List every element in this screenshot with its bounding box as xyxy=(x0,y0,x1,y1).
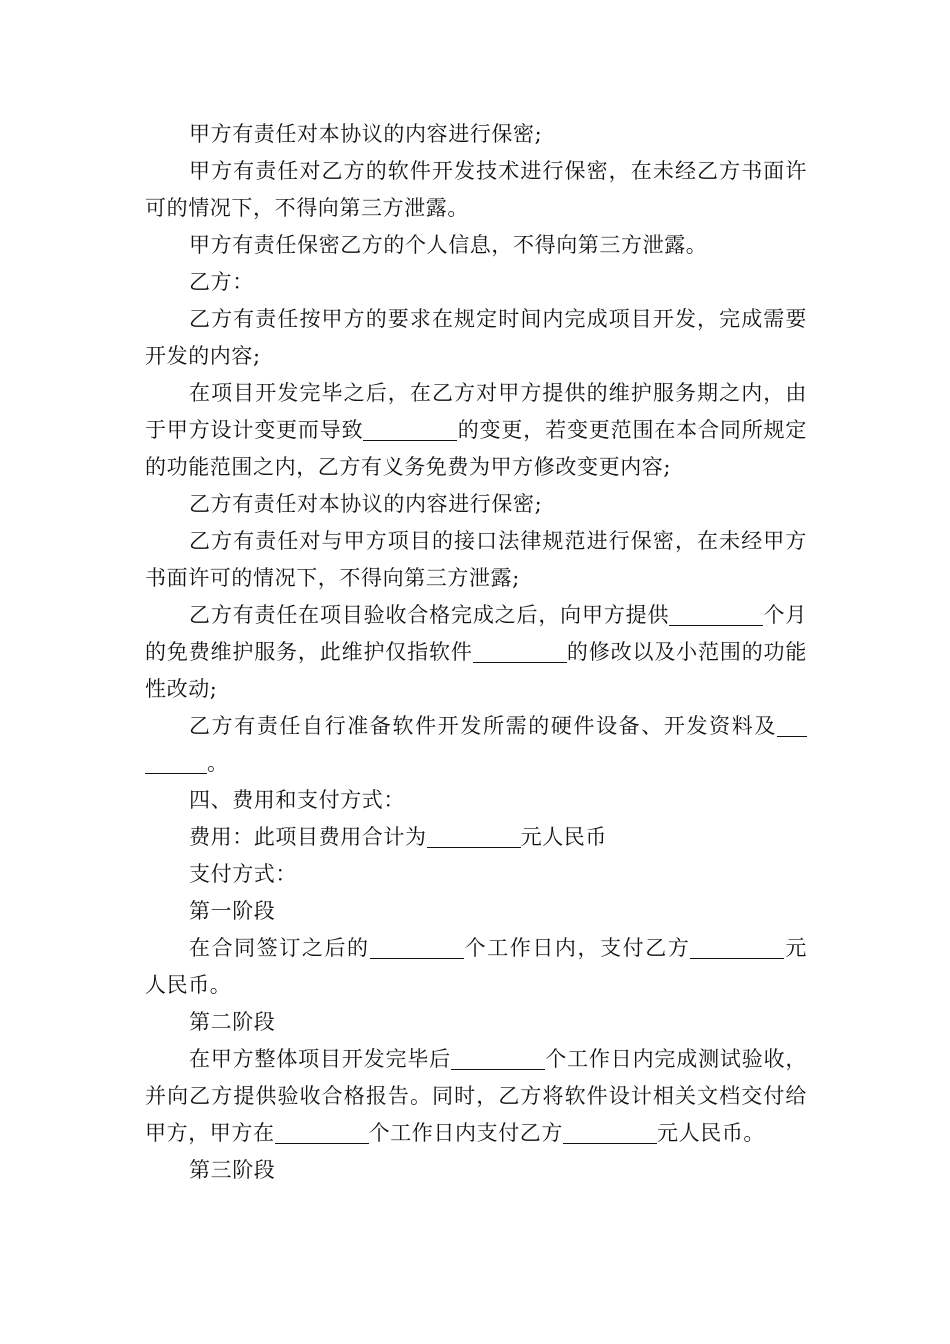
paragraph: 甲方有责任对乙方的软件开发技术进行保密，在未经乙方书面许可的情况下，不得向第三方泄露。 xyxy=(145,159,807,220)
fill-blank xyxy=(363,416,457,441)
paragraph: 支付方式： xyxy=(189,862,297,886)
fill-blank xyxy=(370,934,464,959)
paragraph: 在合同签订之后的 个工作日内，支付乙方 元人民币。 xyxy=(145,936,808,997)
fill-blank xyxy=(275,1119,369,1144)
paragraph: 甲方有责任保密乙方的个人信息，不得向第三方泄露。 xyxy=(189,233,708,257)
stage-heading: 第三阶段 xyxy=(189,1158,276,1182)
paragraph: 乙方有责任对与甲方项目的接口法律规范进行保密，在未经甲方书面许可的情况下，不得向第三方泄露; xyxy=(145,529,807,590)
paragraph: 乙方有责任自行准备软件开发所需的硬件设备、开发资料及。 xyxy=(145,708,807,782)
fill-blank xyxy=(427,823,521,848)
stage-heading: 第二阶段 xyxy=(189,1010,276,1034)
paragraph: 甲方有责任对本协议的内容进行保密; xyxy=(189,122,543,146)
fill-blank xyxy=(669,601,763,626)
fill-blank xyxy=(473,638,567,663)
fill-blank xyxy=(777,712,807,737)
paragraph: 乙方有责任按甲方的要求在规定时间内完成项目开发，完成需要开发的内容; xyxy=(145,307,807,368)
paragraph: 费用：此项目费用合计为 元人民币 xyxy=(189,825,608,849)
document-body xyxy=(145,116,807,1189)
fill-blank xyxy=(563,1119,657,1144)
section-heading: 四、费用和支付方式： xyxy=(189,788,405,812)
paragraph: 乙方： xyxy=(189,270,254,294)
paragraph: 在项目开发完毕之后，在乙方对甲方提供的维护服务期之内，由于甲方设计变更而导致 的变更，若变更范围在本合同所规定的功能范围之内，乙方有义务免费为甲方修改变更内容; xyxy=(145,381,807,479)
fill-blank xyxy=(690,934,784,959)
stage-heading: 第一阶段 xyxy=(189,899,276,923)
fill-blank xyxy=(451,1045,545,1070)
paragraph: 乙方有责任在项目验收合格完成之后，向甲方提供 个月的免费维护服务，此维护仅指软件 的修改以及小范围的功能性改动; xyxy=(145,603,807,701)
paragraph: 在甲方整体项目开发完毕后 个工作日内完成测试验收，并向乙方提供验收合格报告。同时，乙方将软件设计相关文档交付给甲方，甲方在 个工作日内支付乙方 元人民币。 xyxy=(145,1047,807,1145)
paragraph: 乙方有责任对本协议的内容进行保密; xyxy=(189,492,543,516)
fill-blank xyxy=(145,749,207,774)
